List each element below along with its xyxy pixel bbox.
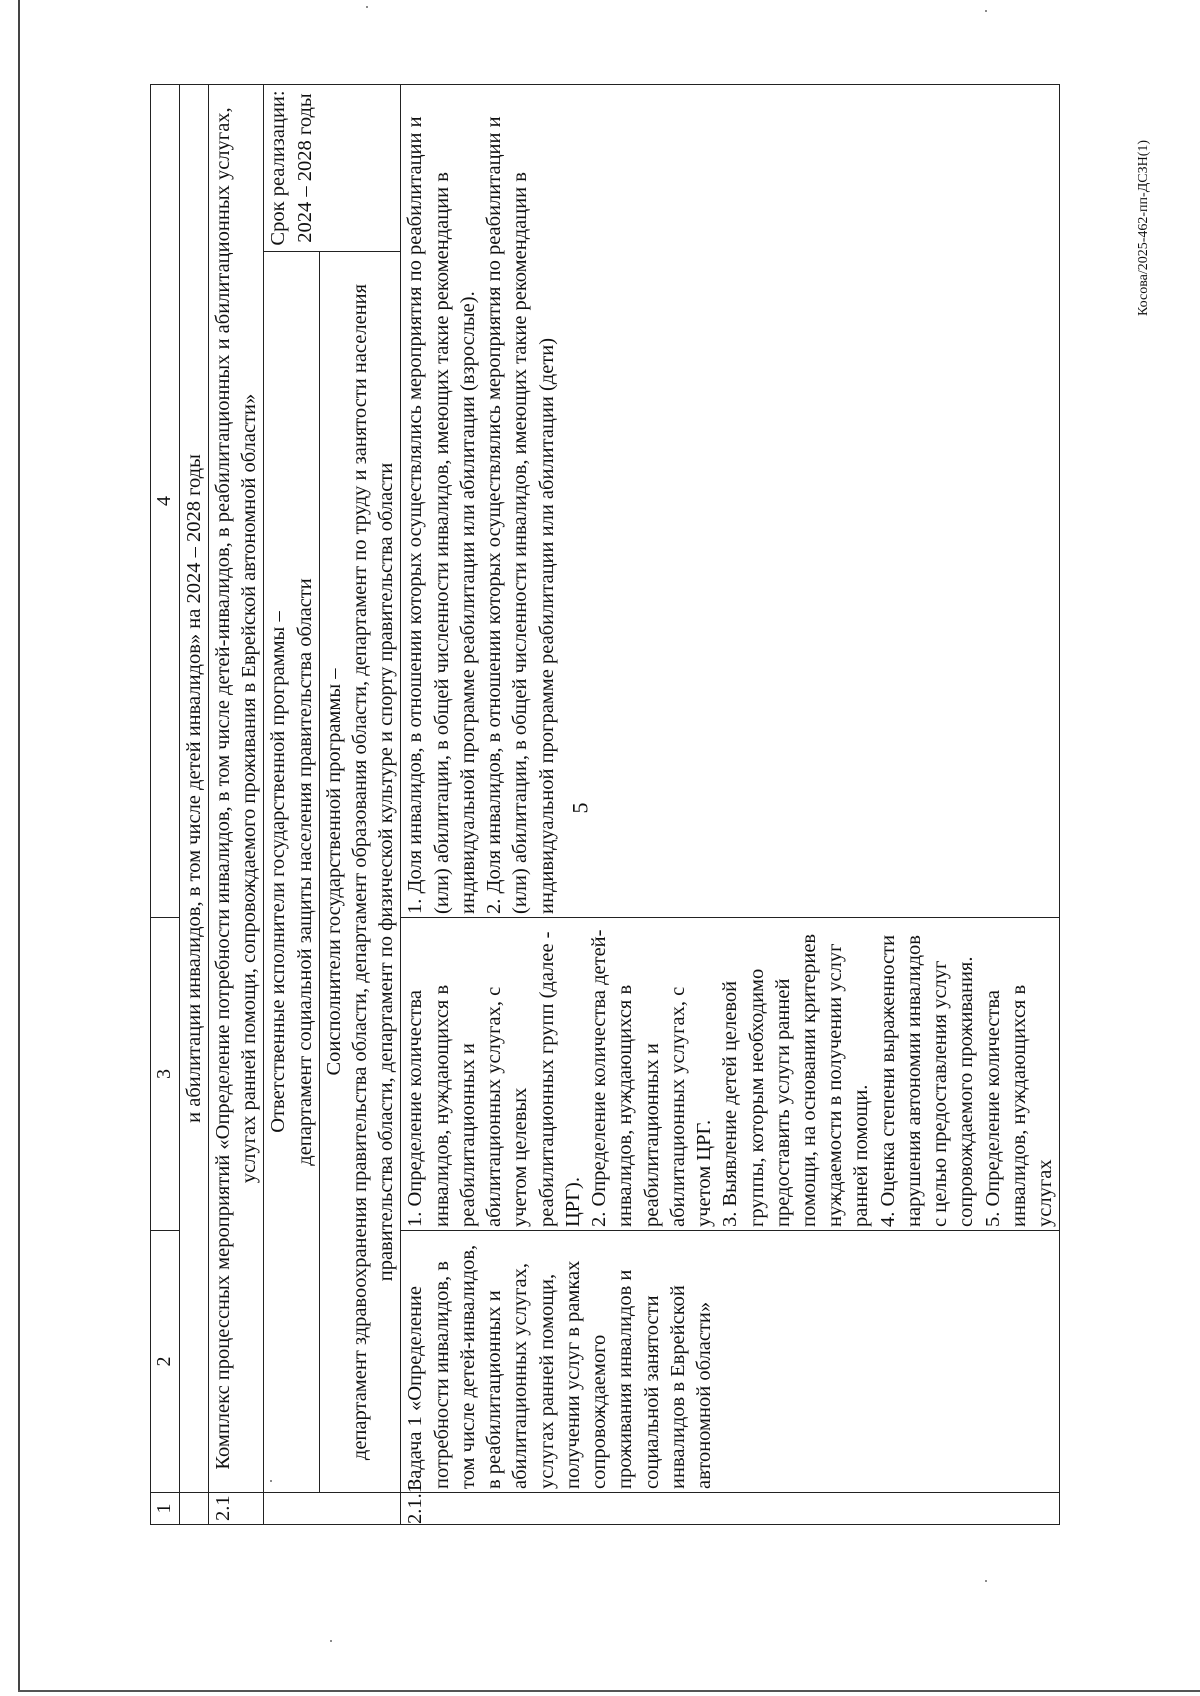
scan-bottom-edge bbox=[18, 1690, 1200, 1692]
header-row bbox=[151, 84, 180, 1524]
continuation-row bbox=[179, 84, 208, 1524]
program-table bbox=[150, 84, 1060, 1525]
implementation-period: Срок реализации: 2024 – 2028 годы bbox=[264, 84, 401, 251]
continuation-text: и абилитации инвалидов, в том числе детей инвалидов» на 2024 – 2028 годы bbox=[179, 84, 208, 1492]
co-executors: Соисполнители государственной программы – департамент здравоохранения правительства области, департамент образования области, департамент по труду и занятости населения правительства области, департамент по физической культуре и спорту правительства области bbox=[319, 252, 401, 1493]
section-title: Комплекс процессных мероприятий «Определение потребности инвалидов, в том числе детей-инвалидов, в реабилитационных и абилитационных услугах, услугах ранней помощи, сопровождаемого проживания в Еврейской автономной области» bbox=[208, 84, 263, 1492]
header-col-2: 2 bbox=[151, 1231, 180, 1493]
page-number: 5 bbox=[567, 802, 593, 814]
section-row bbox=[208, 84, 263, 1524]
scan-speck bbox=[330, 1640, 332, 1642]
header-col-4: 4 bbox=[151, 84, 180, 917]
scan-speck bbox=[985, 1580, 987, 1582]
task-effects: 1. Определение количества инвалидов, нуждающихся в реабилитационных и абилитационных услугах, с учетом целевых реабилитационных групп (далее - ЦРГ). 2. Определение количества детей-инвалидов, нуждающихся в реабилитационных и абилитационных услугах, с учетом ЦРГ. 3. Выявление детей целевой группы, которым необходимо предоставить услуги ранней помощи, на основании критериев нуждаемости в получении услуг ранней помощи. 4. Оценка степени выраженности нарушения автономии инвалидов с целью предоставления услуг сопровождаемого проживания. 5. Определение количества инвалидов, нуждающихся в услугах bbox=[401, 918, 1060, 1231]
header-col-3: 3 bbox=[151, 918, 180, 1231]
rotated-page-content bbox=[150, 85, 1057, 1525]
co-executors-row bbox=[319, 84, 401, 1524]
header-col-1: 1 bbox=[151, 1493, 180, 1525]
task-title: Задача 1 «Определение потребности инвалидов, в том числе детей-инвалидов, в реабилитационных и абилитационных услугах, услугах ранней помощи, получении услуг в рамках сопровождаемого проживания инвалидов и социальной занятости инвалидов в Еврейской автономной области» bbox=[401, 1231, 1060, 1493]
task-number: 2.1.1 bbox=[401, 1493, 1060, 1525]
task-row bbox=[401, 84, 1060, 1524]
responsible-row bbox=[264, 84, 319, 1524]
task-indicators: 1. Доля инвалидов, в отношении которых осуществлялись мероприятия по реабилитации и (или) абилитации, в общей численности инвалидов, имеющих такие рекомендации в индивидуальной программе реабилитации или абилитации (взрослые). 2. Доля инвалидов, в отношении которых осуществлялись мероприятия по реабилитации и (или) абилитации, в общей численности инвалидов, имеющих такие рекомендации в индивидуальной программе реабилитации или абилитации (дети) bbox=[401, 84, 1060, 917]
section-number: 2.1 bbox=[208, 1493, 263, 1525]
responsible-executors: Ответственные исполнители государственной программы – департамент социальной защиты населения правительства области bbox=[264, 252, 319, 1493]
scan-speck bbox=[366, 6, 368, 8]
footer-document-code: Косова/2025-462-пп-ДСЗН(1) bbox=[1136, 139, 1151, 316]
scan-speck bbox=[985, 10, 987, 12]
scan-left-edge bbox=[18, 0, 20, 1690]
